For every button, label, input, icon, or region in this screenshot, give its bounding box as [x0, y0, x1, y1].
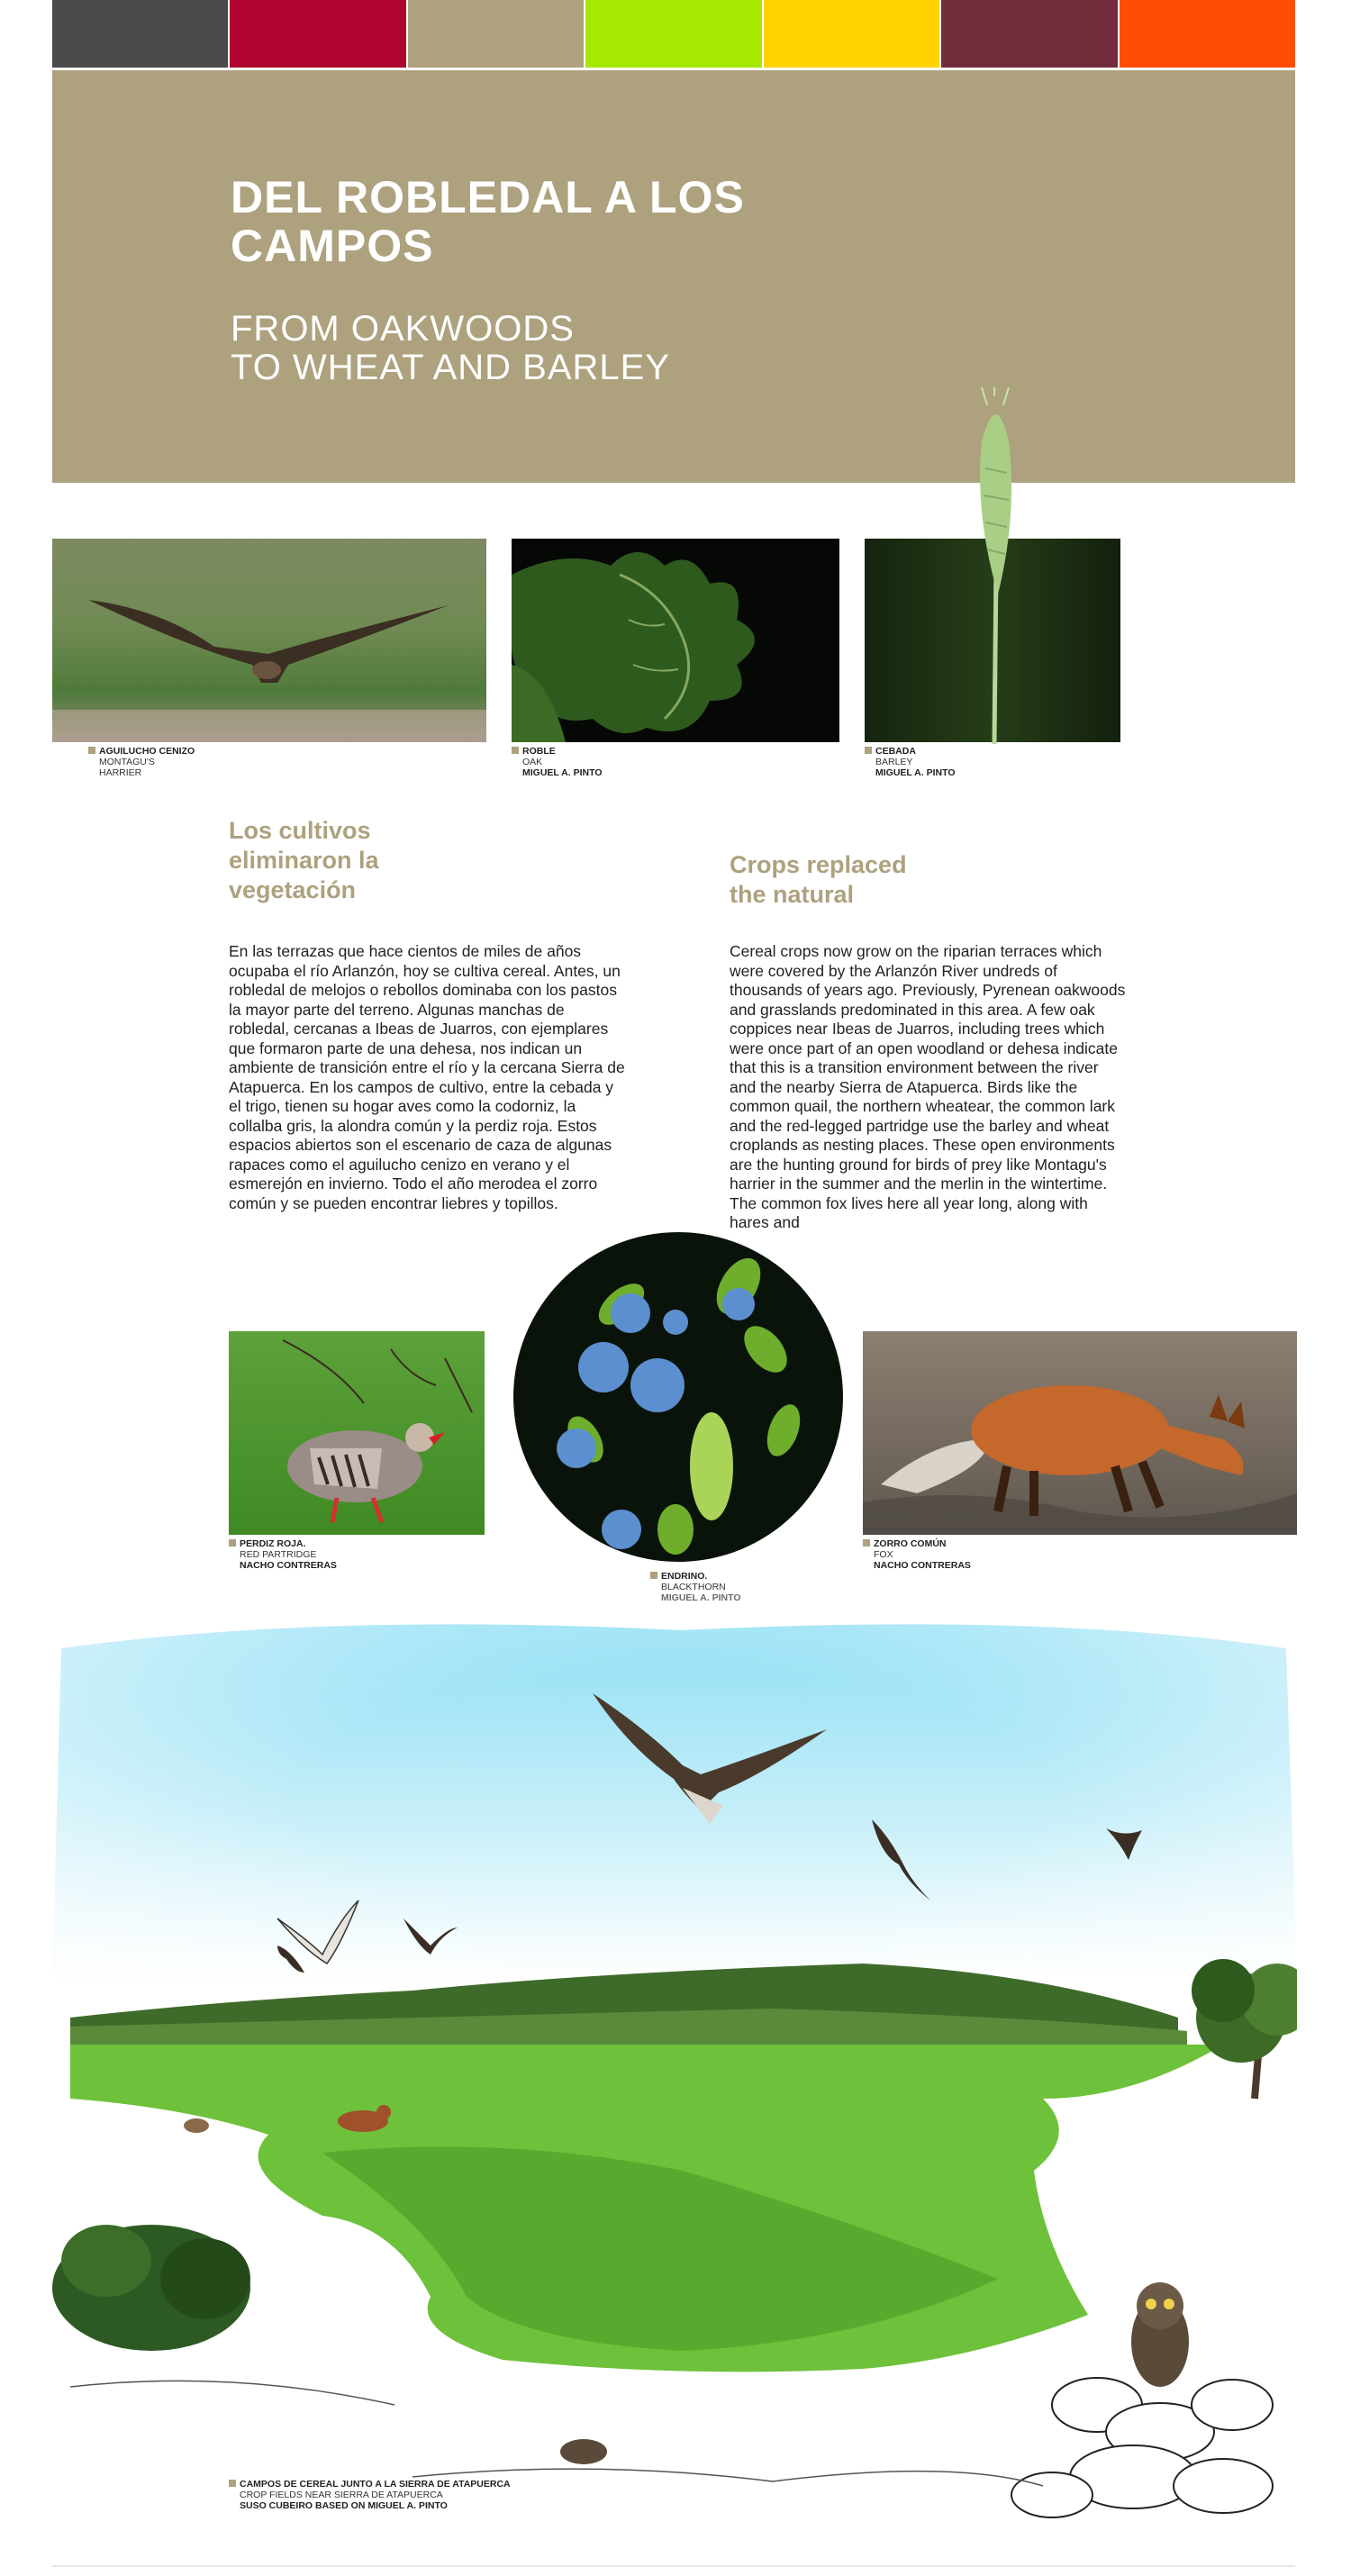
landscape-illustration	[52, 1594, 1297, 2549]
caption-harrier: AGUILUCHO CENIZO MONTAGU'S HARRIER	[88, 746, 313, 778]
page-subtitle-en	[231, 310, 915, 387]
caption-fox: ZORRO COMÚN FOX NACHO CONTRERAS	[863, 1538, 1088, 1571]
rocks-icon	[1011, 2378, 1273, 2517]
photo-blackthorn	[513, 1232, 843, 1562]
caption-blackthorn: ENDRINO. BLACKTHORN	[650, 1571, 875, 1603]
section-heading-es: Los cultivos eliminaron la vegetación	[229, 817, 379, 903]
color-swatch	[408, 0, 585, 68]
caption-partridge: PERDIZ ROJA. RED PARTRIDGE NACHO CONTRERAS	[229, 1538, 454, 1571]
caption-barley: CEBADA BARLEY MIGUEL A. PINTO	[865, 746, 1090, 778]
caption-oak: ROBLE OAK MIGUEL A. PINTO	[512, 746, 737, 778]
photo-oak	[512, 539, 839, 742]
tree-icon	[1192, 1959, 1297, 2099]
photo-partridge	[229, 1331, 485, 1535]
color-swatch	[52, 0, 230, 68]
divider	[52, 2565, 1295, 2567]
color-swatch	[1120, 0, 1295, 68]
barley-stalk-icon	[955, 387, 1036, 744]
title-line: DEL ROBLEDAL A LOS	[231, 172, 745, 222]
hedgehog-icon	[560, 2439, 607, 2464]
photo-fox	[863, 1331, 1297, 1535]
page-title	[231, 173, 915, 270]
photo-harrier	[52, 539, 486, 742]
title-line: CAMPOS	[231, 221, 434, 271]
color-bar	[52, 0, 1295, 68]
color-swatch	[230, 0, 407, 68]
owl-icon	[1131, 2282, 1189, 2387]
body-text-en: Cereal crops now grow on the riparian terraces which were covered by the Arlanzón River undreds of thousands of years ago. Previously, Pyrenean oakwoods and grasslands predominated in this area. A few oak coppices near Ibeas de Juarros, including trees which were once part of an open woodland or dehesa indicate that this is a transition environment between the river and the nearby Sierra de Atapuerca. Birds like the common quail, the northern wheatear, the common lark and the red-legged partridge use the barley and wheat croplands as nesting places. These open environments are the hunting ground for birds of prey like Montagu's harrier in the summer and the merlin in the wintertime. The common fox lives here all year long, along with hares and	[730, 942, 1126, 1231]
header-band	[52, 70, 1295, 483]
caption-landscape: CAMPOS DE CEREAL JUNTO A LA SIERRA DE ATAPUERCA CROP FIELDS NEAR SIERRA DE ATAPUERCA SUSO CUBEIRO BASED ON MIGUEL A. PINTO	[229, 2479, 679, 2511]
bush-icon	[52, 2225, 250, 2351]
color-swatch	[585, 0, 763, 68]
color-swatch	[764, 0, 941, 68]
subtitle-line: FROM OAKWOODS	[231, 309, 575, 349]
subtitle-line: TO WHEAT AND BARLEY	[231, 348, 671, 387]
color-swatch	[941, 0, 1119, 68]
hare-icon	[184, 2118, 209, 2133]
body-text-es: En las terrazas que hace cientos de miles de años ocupaba el río Arlanzón, hoy se cultiva cereal. Antes, un robledal de melojos o rebollos dominaba con los pastos la mayor parte del terreno. Algunas manchas de robledal, cercanas a Ibeas de Juarros, con ejemplares que formaron parte de una dehesa, nos indican un ambiente de transición entre el río y la cercana Sierra de Atapuerca. En los campos de cultivo, entre la cebada y el trigo, tienen su hogar aves como la codorniz, la collalba gris, la alondra común y la perdiz roja. Estos espacios abiertos son el escenario de caza de algunas rapaces como el aguilucho cenizo en verano y el esmerejón en invierno. Todo el año merodea el zorro común y se pueden encontrar liebres y topillos.	[229, 942, 625, 1212]
section-heading-en: Crops replaced the natural	[730, 851, 907, 908]
